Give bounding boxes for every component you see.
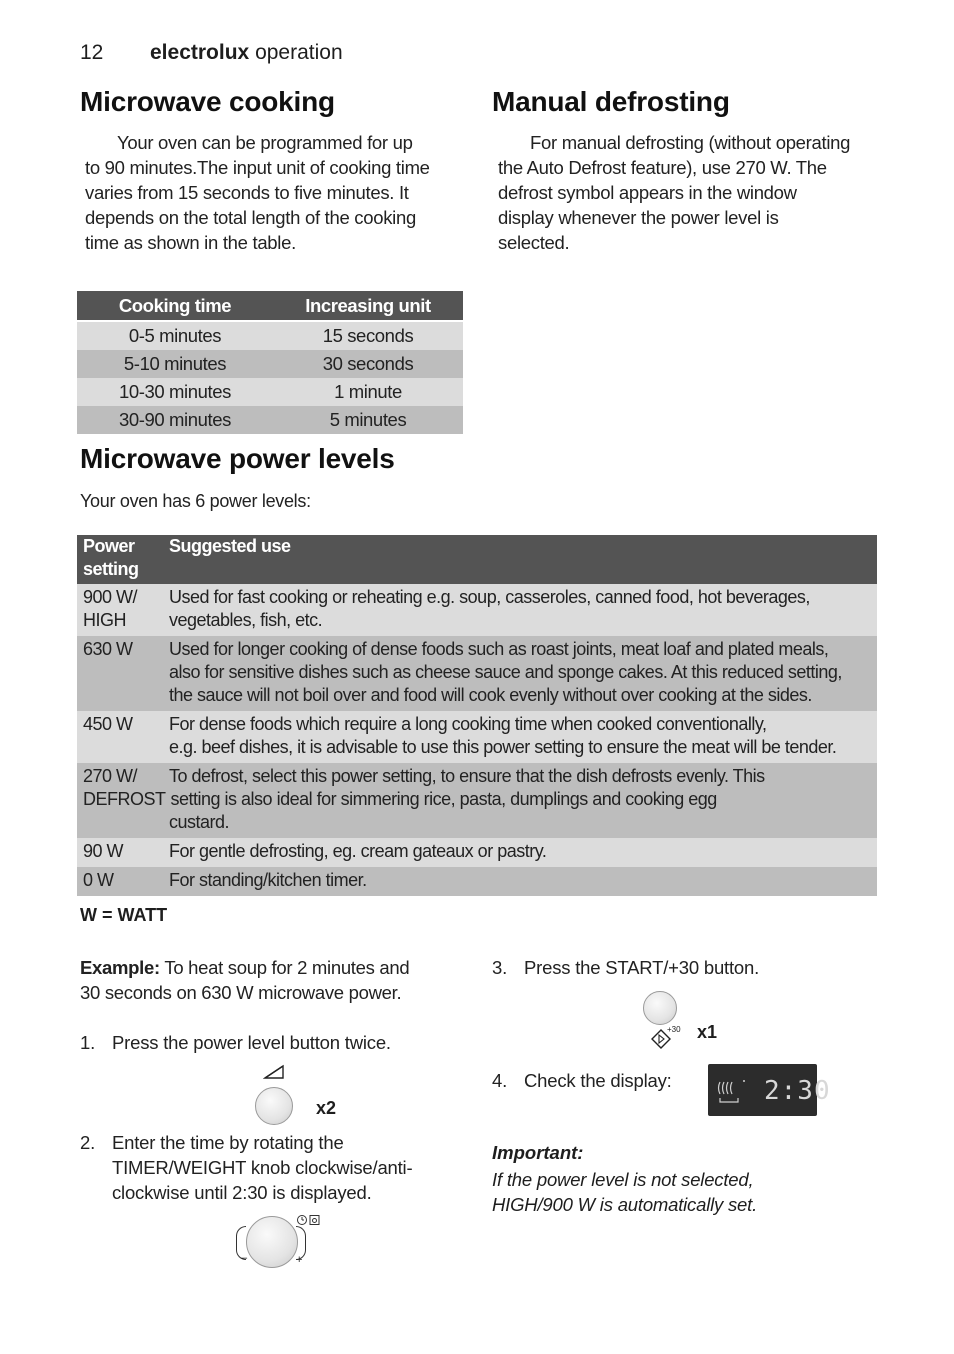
table-cell: 10-30 minutes [77,378,273,406]
plus30-label: +30 [667,1025,681,1034]
body-line: For manual defrosting (without operating [530,132,851,153]
power-level-icon [263,1064,285,1080]
important-line: If the power level is not selected, [492,1169,754,1190]
power-setting-cell [77,636,163,711]
column-header-power-setting: Power setting [77,535,163,584]
table-cell: 0-5 minutes [77,322,273,350]
example-text: To heat soup for 2 minutes and [159,957,410,978]
microwave-cooking-body [85,130,465,255]
cell-line: For standing/kitchen timer. [169,870,367,890]
suggested-use-cell [163,838,877,867]
press-multiplier: x1 [697,1022,718,1042]
power-setting-cell [77,711,163,763]
page-number: 12 [80,41,104,64]
press-multiplier: x2 [316,1098,337,1118]
step-number: 4. [492,1070,508,1091]
cell-line: 90 W [83,841,124,861]
start-plus30-button[interactable] [643,991,677,1025]
display-time: 2:30 [764,1076,831,1106]
body-line: to 90 minutes.The input unit of cooking time [85,157,430,178]
body-line: depends on the total length of the cooking [85,207,416,228]
column-header: Cooking time [77,291,273,320]
suggested-use-cell [163,711,877,763]
table-row [77,584,877,636]
power-setting-cell [77,838,163,867]
step-text: Press the START/+30 button. [524,957,760,978]
cell-line: also for sensitive dishes such as cheese sauce and sponge cakes. At this reduced setting, [169,662,842,682]
step-text [112,1130,412,1205]
table-cell: 5 minutes [273,406,463,434]
step-number: 1. [80,1032,96,1053]
table-row [77,763,877,838]
cell-line: Used for fast cooking or reheating e.g. soup, casseroles, canned food, hot beverages, [169,587,810,607]
cell-line: For gentle defrosting, eg. cream gateaux or pastry. [169,841,547,861]
power-setting-text: DEFROST [83,789,166,809]
table-cell: 1 minute [273,378,463,406]
cell-line: 630 W [83,639,133,659]
suggested-use-cell [163,636,877,711]
table-cell: 15 seconds [273,322,463,350]
power-setting-cell [77,867,163,896]
step-text: Check the display: [524,1070,672,1091]
knob-minus-label: – [241,1252,248,1264]
example-intro [80,955,470,1005]
body-line: varies from 15 seconds to five minutes. It [85,182,409,203]
table-header-row [77,291,463,320]
table-cell: 5-10 minutes [77,350,273,378]
body-line: the Auto Defrost feature), use 270 W. The [498,157,827,178]
oven-display [708,1064,831,1116]
table-row [77,322,463,350]
brand-name: electrolux [150,41,250,64]
cell-line: the sauce will not boil over and food will cook evenly without over cooking at the sides. [169,685,812,705]
timer-weight-icon [296,1214,322,1226]
manual-defrosting-heading: Manual defrosting [492,86,730,117]
step-2 [80,1130,470,1210]
step-3 [492,955,882,980]
suggested-use-text: To defrost, select this power setting, to ensure that the dish defrosts evenly. This [169,766,765,786]
suggested-use-text: setting is also ideal for simmering rice, pasta, dumplings and cooking egg [170,789,717,809]
cell-line: e.g. beef dishes, it is advisable to use this power setting to ensure the meat will be tender. [169,737,837,757]
important-title: Important: [492,1142,584,1163]
suggested-use-cell [163,584,877,636]
running-header [150,41,343,65]
power-levels-heading: Microwave power levels [80,443,395,474]
step-4 [492,1068,702,1093]
table-row [77,378,463,406]
suggested-use-cell [163,867,877,896]
body-line: Your oven can be programmed for up [117,132,413,153]
column-header: Increasing unit [273,291,463,320]
manual-defrosting-body [498,130,878,255]
section-name: operation [255,41,343,64]
suggested-use-text: custard. [169,812,230,832]
cell-line: For dense foods which require a long cooking time when cooked conventionally, [169,714,767,734]
table-row [77,838,877,867]
cooking-time-table [77,291,463,434]
table-row [77,350,463,378]
table-cell: 30-90 minutes [77,406,273,434]
body-line: display whenever the power level is [498,207,779,228]
table-header-row [77,535,877,584]
column-header-suggested-use: Suggested use [163,535,877,584]
step-text: Press the power level button twice. [112,1032,391,1053]
example-label: Example: [80,957,160,978]
step-number: 3. [492,957,508,978]
table-row [77,406,463,434]
defrost-row-cell [77,763,877,838]
step-line: Enter the time by rotating the [112,1132,344,1153]
watt-footnote: W = WATT [80,905,168,925]
knob-plus-label: + [296,1254,303,1266]
microwave-cooking-heading: Microwave cooking [80,86,335,117]
power-setting-cell [77,584,163,636]
cell-line: 0 W [83,870,114,890]
power-setting-text: 270 W/ [83,766,138,786]
step-1 [80,1030,470,1055]
power-levels-table [77,535,877,896]
step-line: clockwise until 2:30 is displayed. [112,1182,372,1203]
timer-weight-knob[interactable] [246,1216,298,1268]
body-line: time as shown in the table. [85,232,296,253]
cell-line: vegetables, fish, etc. [169,610,323,630]
important-line: HIGH/900 W is automatically set. [492,1194,758,1215]
table-row [77,711,877,763]
cell-line: Used for longer cooking of dense foods such as roast joints, meat loaf and plated meals, [169,639,829,659]
step-line: TIMER/WEIGHT knob clockwise/anti- [112,1157,413,1178]
table-row [77,636,877,711]
important-text [492,1167,757,1217]
example-text: 30 seconds on 630 W microwave power. [80,982,402,1003]
table-row [77,867,877,896]
cell-line: 900 W/ [83,587,138,607]
body-line: selected. [498,232,570,253]
microwave-waves-icon [716,1076,752,1104]
cell-line: 450 W [83,714,133,734]
step-number: 2. [80,1132,96,1153]
body-line: defrost symbol appears in the window [498,182,797,203]
cell-line: HIGH [83,610,126,630]
table-cell: 30 seconds [273,350,463,378]
power-levels-intro: Your oven has 6 power levels: [80,491,311,511]
power-level-button[interactable] [255,1087,293,1125]
